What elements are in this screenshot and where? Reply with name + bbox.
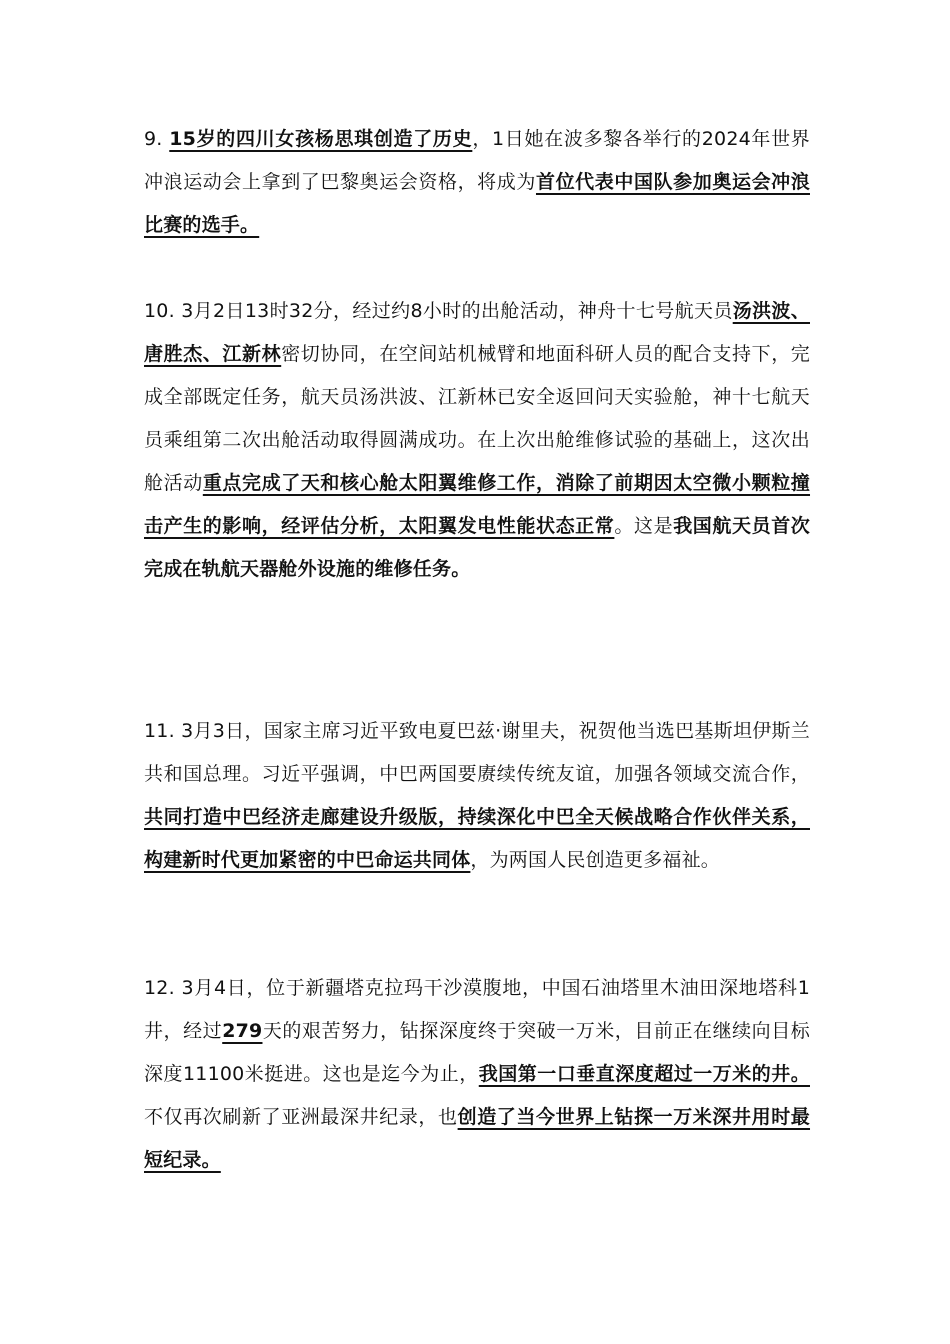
key-point: 创造了当今世界上钻探一万米深井用时最短纪录。: [144, 1106, 811, 1171]
news-item-9: [144, 118, 810, 247]
body-text: 10. 3月2日13时32分，经过约8小时的出舱活动，神舟十七号航天员: [144, 300, 733, 322]
key-point: 重点完成了天和核心舱太阳翼维修工作，消除了前期因太空微小颗粒撞击产生的影响，经评估分析，太阳翼发电性能状态正常: [144, 472, 811, 537]
news-item-11: [144, 710, 810, 882]
key-point: 我国第一口垂直深度超过一万米的井。: [478, 1063, 810, 1085]
key-point: 279: [222, 1020, 263, 1042]
key-point: 汤洪波、唐胜杰、江新林: [144, 300, 810, 365]
news-item-10: [144, 290, 810, 591]
body-text: 11. 3月3日，国家主席习近平致电夏巴兹·谢里夫，祝贺他当选巴基斯坦伊斯兰共和国总理。习近平强调，中巴两国要赓续传统友谊，加强各领域交流合作，: [144, 720, 810, 785]
body-text: 12. 3月4日，位于新疆塔克拉玛干沙漠腹地，中国石油塔里木油田深地塔科1井，经过: [144, 977, 810, 1042]
item-number: 9.: [144, 128, 170, 150]
key-point: 15岁的四川女孩杨思琪创造了历史: [169, 128, 473, 150]
body-text: 密切协同，在空间站机械臂和地面科研人员的配合支持下，完成全部既定任务，航天员汤洪波、江新林已安全返回问天实验舱，神十七航天员乘组第二次出舱活动取得圆满成功。在上次出舱维修试验的基础上，这次出舱活动: [144, 343, 810, 494]
bold-point: 我国航天员首次完成在轨航天器舱外设施的维修任务。: [144, 515, 810, 580]
body-text: ，1日她在波多黎各举行的2024年世界冲浪运动会上拿到了巴黎奥运会资格，将成为: [144, 128, 810, 193]
body-text: 。这是: [614, 515, 674, 537]
news-item-12: [144, 967, 810, 1182]
body-text: 天的艰苦努力，钻探深度终于突破一万米，目前正在继续向目标深度11100米挺进。这也是迄今为止，: [144, 1020, 810, 1085]
key-point: 共同打造中巴经济走廊建设升级版，持续深化中巴全天候战略合作伙伴关系，构建新时代更加紧密的中巴命运共同体: [144, 806, 810, 871]
key-point: 首位代表中国队参加奥运会冲浪比赛的选手。: [144, 171, 810, 236]
body-text: 不仅再次刷新了亚洲最深井纪录，也: [144, 1106, 458, 1128]
body-text: ，为两国人民创造更多福祉。: [470, 849, 721, 871]
